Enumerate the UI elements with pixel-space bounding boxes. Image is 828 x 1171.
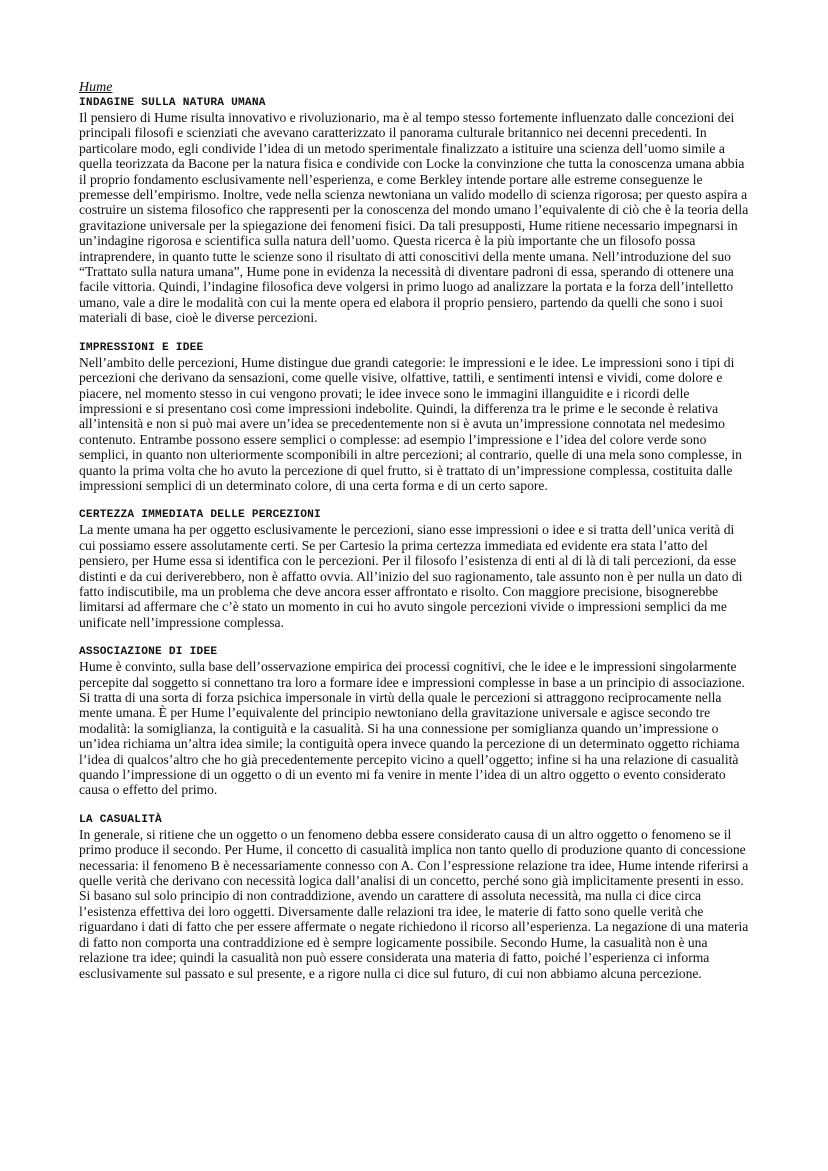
- section-paragraph: Hume è convinto, sulla base dell’osservazione empirica dei processi cognitivi, che le idee e le impressioni singolarmente percepite dal soggetto si connettano tra loro a formare idee e impressioni complesse in base a un principio di associazione. Si tratta di una sorta di forza psichica impersonale in virtù della quale le percezioni si attraggono reciprocamente nella mente umana. È per Hume l’equivalente del principio newtoniano della gravitazione universale e agisce secondo tre modalità: la somiglianza, la contiguità e la casualità. Si ha una connessione per somiglianza quando un’impressione o un’idea richiama un’altra idea simile; la contiguità opera invece quando la percezione di un determinato oggetto richiama l’idea di qualcos’altro che ho già precedentemente percepito vicino a quell’oggetto; infine si ha una relazione di casualità quando l’impressione di un oggetto o di un evento mi fa venire in mente l’idea di un altro oggetto o evento considerato causa o effetto del primo.: [79, 659, 745, 798]
- section-paragraph: La mente umana ha per oggetto esclusivamente le percezioni, siano esse impressioni o idee e si tratta dell’unica verità di cui possiamo essere assolutamente certi. Se per Cartesio la prima certezza immediata ed evidente era stata l’atto del pensiero, per Hume essa si identifica con le percezioni. Per il filosofo l’esistenza di enti al di là di tali percezioni, da esse distinti e da cui deriverebbero, non è affatto ovvia. All’inizio del suo ragionamento, tale assunto non è per nulla un dato di fatto indiscutibile, ma un problema che deve ancora esser affrontato e risolto. Con maggiore precisione, bisognerebbe limitarsi ad affermare che c’è stato un momento in cui ho avuto singole percezioni vivide o impressioni semplici da me unificate nell’impressione complessa.: [79, 522, 743, 630]
- section-associazione: [79, 645, 754, 798]
- section-paragraph: Nell’ambito delle percezioni, Hume distingue due grandi categorie: le impressioni e le idee. Le impressioni sono i tipi di percezioni che derivano da sensazioni, come quelle visive, olfattive, tattili, e sentimenti intensi e vividi, come dolore e piacere, nel momento stesso in cui vengono provati; le idee invece sono le immagini illanguidite e i ricordi delle impressioni e si presentano così come impressioni indebolite. Quindi, la differenza tra le prime e le seconde è relativa all’intensità e non si può mai avere un’idea se precedentemente non si è avuta un’impressione connotata nel medesimo contenuto. Entrambe possono essere semplici o complesse: ad esempio l’impressione e l’idea del colore verde sono semplici, in quanto non ulteriormente scomponibili in altre percezioni; al contrario, quelle di una mela sono complesse, in quanto la prima volta che ho avuto la percezione di quel frutto, si è trattato di un’impressione complessa, costituita dalle impressioni semplici di un determinato colore, di una certa forma e di un certo sapore.: [79, 354, 742, 493]
- section-heading: LA CASUALITÀ: [79, 813, 162, 826]
- section-certezza: [79, 508, 754, 630]
- section-heading: CERTEZZA IMMEDIATA DELLE PERCEZIONI: [79, 509, 321, 522]
- section-casualita: [79, 813, 754, 981]
- section-heading: INDAGINE SULLA NATURA UMANA: [79, 97, 266, 109]
- section-paragraph: Il pensiero di Hume risulta innovativo e rivoluzionario, ma è al tempo stesso fortemente influenzato dalle concezioni dei principali filosofi e scienziati che avevano caratterizzato il panorama culturale britannico nei decenni precedenti. In particolare modo, egli condivide l’idea di un metodo sperimentale finalizzato a istituire una scienza dell’uomo simile a quella teorizzata da Bacone per la natura fisica e condivide con Locke la convinzione che tutta la conoscenza umana abbia il proprio fondamento esclusivamente nell’esperienza, e come Berkley intende portare alle estreme conseguenze le premesse dell’empirismo. Inoltre, vede nella scienza newtoniana un valido modello di scienza rigorosa; per questo aspira a costruire un sistema filosofico che rappresenti per la conoscenza del mondo umano l’equivalente di ciò che è la teoria della gravitazione universale per la spiegazione dei fenomeni fisici. Da tali presupposti, Hume ritiene necessario impegnarsi in un’indagine rigorosa e scientifica sulla natura dell’uomo. Questa ricerca è la più importante che un filosofo possa intraprendere, in quanto tutte le scienze sono il risultato di atti conoscitivi della mente umana. Nell’introduzione del suo “Trattato sulla natura umana”, Hume pone in evidenza la necessità di diventare padroni di essa, sperando di ottenere una facile vittoria. Quindi, l’indagine filosofica deve volgersi in primo luogo ad analizzare la portata e la forza dell’intelletto umano, vale a dire le modalità con cui la mente opera ed elabora il proprio pensiero, partendo da quelli che sono i suoi materiali di base, cioè le diverse percezioni.: [79, 110, 749, 326]
- section-indagine: [79, 96, 754, 326]
- section-impressioni: [79, 341, 754, 494]
- document-title: Hume: [79, 80, 113, 95]
- section-heading: IMPRESSIONI E IDEE: [79, 341, 204, 354]
- document-page: [79, 80, 754, 996]
- section-paragraph: In generale, si ritiene che un oggetto o un fenomeno debba essere considerato causa di un altro oggetto o fenomeno se il primo produce il secondo. Per Hume, il concetto di casualità implica non tanto quello di produzione quanto di concessione necessaria: il fenomeno B è necessariamente connesso con A. Con l’espressione relazione tra idee, Hume intende riferirsi a quelle verità che derivano con necessità logica dall’analisi di un concetto, perché sono già implicitamente presenti in esso. Si basano sul solo principio di non contraddizione, avendo un carattere di assoluta necessità, ma nulla ci dice circa l’esistenza effettiva dei loro oggetti. Diversamente dalle relazioni tra idee, le materie di fatto sono quelle verità che riguardano i dati di fatto che per essere affermate o negate richiedono il ricorso all’esperienza. La negazione di una materia di fatto non comporta una contraddizione ed è sempre logicamente possibile. Secondo Hume, la casualità non è una relazione tra idee; quindi la casualità non può essere considerata una materia di fatto, poiché l’esperienza ci informa esclusivamente sul passato e sul presente, e a rigore nulla ci dice sul futuro, di cui non abbiamo alcuna percezione.: [79, 826, 749, 981]
- section-heading: ASSOCIAZIONE DI IDEE: [79, 646, 218, 659]
